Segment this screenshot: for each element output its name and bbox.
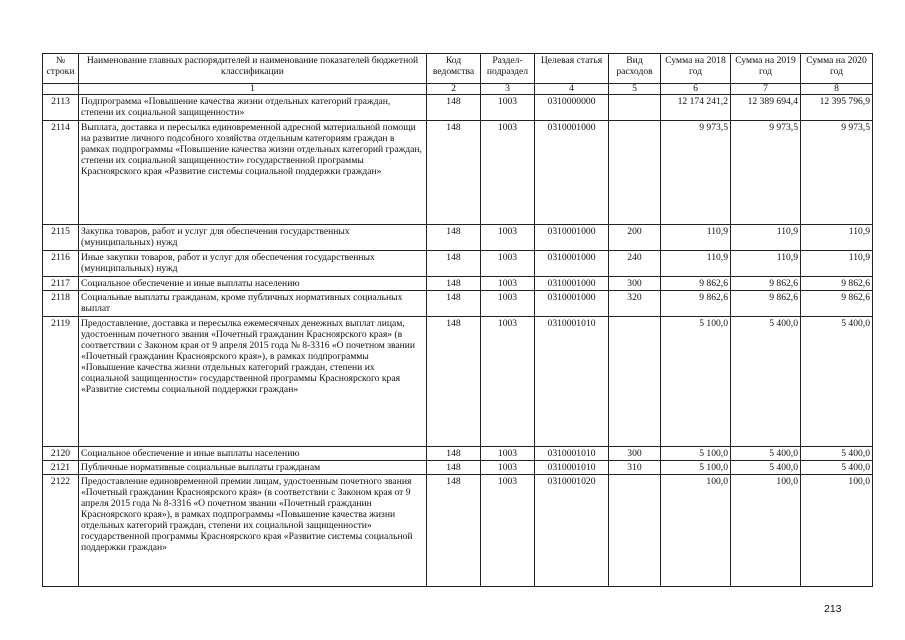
row-sum-2018: 9 862,6: [661, 291, 731, 317]
row-number: 2113: [43, 95, 79, 121]
row-number: 2118: [43, 291, 79, 317]
row-name: Предоставление единовременной премии лицам, удостоенным почетного звания «Почетный гражданин Красноярского края» (в соответствии с Законом края от 9 апреля 2015 года № 8-3316 «О почетном звании «Почетный гражданин Красноярского края»), в рамках подпрограммы «Повышение качества жизни отдельных категорий граждан, степени их социальной защищенности» государственной программы Красноярского края «Развитие системы социальной поддержки граждан»: [79, 475, 427, 587]
row-target-article: 0310001010: [535, 447, 609, 461]
row-sum-2018: 110,9: [661, 251, 731, 277]
page-number: 213: [824, 603, 842, 615]
row-sum-2020: 100,0: [801, 475, 873, 587]
row-sum-2020: 9 862,6: [801, 277, 873, 291]
header-expense-type: Вид расходов: [609, 54, 661, 84]
row-section: 1003: [481, 121, 535, 225]
row-number: 2119: [43, 317, 79, 447]
row-name: Выплата, доставка и пересылка единовременной адресной материальной помощи на развитие личного подсобного хозяйства отдельным категориям граждан в рамках подпрограммы «Повышение качества жизни отдельных категорий граждан, степени их социальной защищенности» государственной программы Красноярского края «Развитие системы социальной поддержки граждан»: [79, 121, 427, 225]
row-section: 1003: [481, 475, 535, 587]
table-row: [43, 475, 873, 587]
row-sum-2020: 5 400,0: [801, 447, 873, 461]
row-sum-2018: 5 100,0: [661, 317, 731, 447]
row-name: Социальные выплаты гражданам, кроме публичных нормативных социальных выплат: [79, 291, 427, 317]
row-sum-2019: 12 389 694,4: [731, 95, 801, 121]
header-row-number: № строки: [43, 54, 79, 84]
row-sum-2019: 5 400,0: [731, 447, 801, 461]
row-sum-2018: 100,0: [661, 475, 731, 587]
row-sum-2020: 9 973,5: [801, 121, 873, 225]
table-row: [43, 447, 873, 461]
column-index: 2: [427, 84, 481, 95]
row-sum-2020: 110,9: [801, 251, 873, 277]
header-sum-2019: Сумма на 2019 год: [731, 54, 801, 84]
row-number: 2116: [43, 251, 79, 277]
row-name: Закупка товаров, работ и услуг для обеспечения государственных (муниципальных) нужд: [79, 225, 427, 251]
column-index-row: [43, 84, 873, 95]
row-expense-type: [609, 95, 661, 121]
header-target-article: Целевая статья: [535, 54, 609, 84]
table-row: [43, 277, 873, 291]
row-name: Иные закупки товаров, работ и услуг для обеспечения государственных (муниципальных) нужд: [79, 251, 427, 277]
table-row: [43, 251, 873, 277]
row-department-code: 148: [427, 447, 481, 461]
row-sum-2018: 12 174 241,2: [661, 95, 731, 121]
row-department-code: 148: [427, 317, 481, 447]
row-section: 1003: [481, 225, 535, 251]
row-sum-2018: 110,9: [661, 225, 731, 251]
row-name: Социальное обеспечение и иные выплаты населению: [79, 447, 427, 461]
row-number: 2121: [43, 461, 79, 475]
table-row: [43, 461, 873, 475]
table-row: [43, 95, 873, 121]
row-section: 1003: [481, 251, 535, 277]
row-sum-2019: 100,0: [731, 475, 801, 587]
table-row: [43, 317, 873, 447]
row-section: 1003: [481, 277, 535, 291]
row-section: 1003: [481, 291, 535, 317]
row-expense-type: [609, 121, 661, 225]
header-sum-2018: Сумма на 2018 год: [661, 54, 731, 84]
header-section: Раздел-подраздел: [481, 54, 535, 84]
row-number: 2120: [43, 447, 79, 461]
row-department-code: 148: [427, 95, 481, 121]
column-index: 7: [731, 84, 801, 95]
column-index: 1: [79, 84, 427, 95]
row-number: 2114: [43, 121, 79, 225]
row-target-article: 0310001000: [535, 225, 609, 251]
row-sum-2020: 12 395 796,9: [801, 95, 873, 121]
row-department-code: 148: [427, 475, 481, 587]
row-sum-2019: 5 400,0: [731, 317, 801, 447]
row-sum-2018: 9 973,5: [661, 121, 731, 225]
row-target-article: 0310001000: [535, 291, 609, 317]
table-row: [43, 121, 873, 225]
row-section: 1003: [481, 447, 535, 461]
row-section: 1003: [481, 461, 535, 475]
row-sum-2019: 5 400,0: [731, 461, 801, 475]
row-target-article: 0310001010: [535, 317, 609, 447]
table-row: [43, 225, 873, 251]
row-department-code: 148: [427, 291, 481, 317]
row-sum-2018: 5 100,0: [661, 447, 731, 461]
row-name: Социальное обеспечение и иные выплаты населению: [79, 277, 427, 291]
row-expense-type: 310: [609, 461, 661, 475]
row-sum-2020: 9 862,6: [801, 291, 873, 317]
row-department-code: 148: [427, 461, 481, 475]
row-section: 1003: [481, 95, 535, 121]
row-number: 2122: [43, 475, 79, 587]
header-department-code: Код ведомства: [427, 54, 481, 84]
header-name: Наименование главных распорядителей и наименование показателей бюджетной классификации: [79, 54, 427, 84]
row-expense-type: 240: [609, 251, 661, 277]
row-sum-2019: 9 862,6: [731, 277, 801, 291]
row-sum-2020: 110,9: [801, 225, 873, 251]
row-name: Предоставление, доставка и пересылка ежемесячных денежных выплат лицам, удостоенным почетного звания «Почетный гражданин Красноярского края» (в соответствии с Законом края от 9 апреля 2015 года № 8-3316 «О почетном звании «Почетный гражданин Красноярского края»), в рамках подпрограммы «Повышение качества жизни отдельных категорий граждан, степени их социальной защищенности» государственной программы Красноярского края «Развитие системы социальной поддержки граждан»: [79, 317, 427, 447]
row-target-article: 0310001010: [535, 461, 609, 475]
column-index: 8: [801, 84, 873, 95]
row-target-article: 0310001000: [535, 277, 609, 291]
row-department-code: 148: [427, 277, 481, 291]
row-sum-2019: 9 973,5: [731, 121, 801, 225]
row-name: Подпрограмма «Повышение качества жизни отдельных категорий граждан, степени их социальной защищенности»: [79, 95, 427, 121]
row-department-code: 148: [427, 225, 481, 251]
row-expense-type: 320: [609, 291, 661, 317]
row-target-article: 0310001000: [535, 251, 609, 277]
row-sum-2019: 9 862,6: [731, 291, 801, 317]
row-expense-type: 200: [609, 225, 661, 251]
row-sum-2019: 110,9: [731, 251, 801, 277]
row-number: 2117: [43, 277, 79, 291]
column-index: 3: [481, 84, 535, 95]
row-number: 2115: [43, 225, 79, 251]
row-department-code: 148: [427, 121, 481, 225]
column-index: [43, 84, 79, 95]
row-target-article: 0310001000: [535, 121, 609, 225]
row-expense-type: [609, 475, 661, 587]
header-row: [43, 54, 873, 84]
budget-table: [42, 53, 873, 587]
column-index: 6: [661, 84, 731, 95]
row-target-article: 0310000000: [535, 95, 609, 121]
column-index: 4: [535, 84, 609, 95]
row-sum-2019: 110,9: [731, 225, 801, 251]
row-sum-2018: 5 100,0: [661, 461, 731, 475]
table-row: [43, 291, 873, 317]
row-target-article: 0310001020: [535, 475, 609, 587]
header-sum-2020: Сумма на 2020 год: [801, 54, 873, 84]
row-expense-type: 300: [609, 447, 661, 461]
row-sum-2020: 5 400,0: [801, 317, 873, 447]
row-sum-2018: 9 862,6: [661, 277, 731, 291]
row-expense-type: [609, 317, 661, 447]
row-sum-2020: 5 400,0: [801, 461, 873, 475]
row-section: 1003: [481, 317, 535, 447]
row-department-code: 148: [427, 251, 481, 277]
column-index: 5: [609, 84, 661, 95]
row-expense-type: 300: [609, 277, 661, 291]
row-name: Публичные нормативные социальные выплаты гражданам: [79, 461, 427, 475]
